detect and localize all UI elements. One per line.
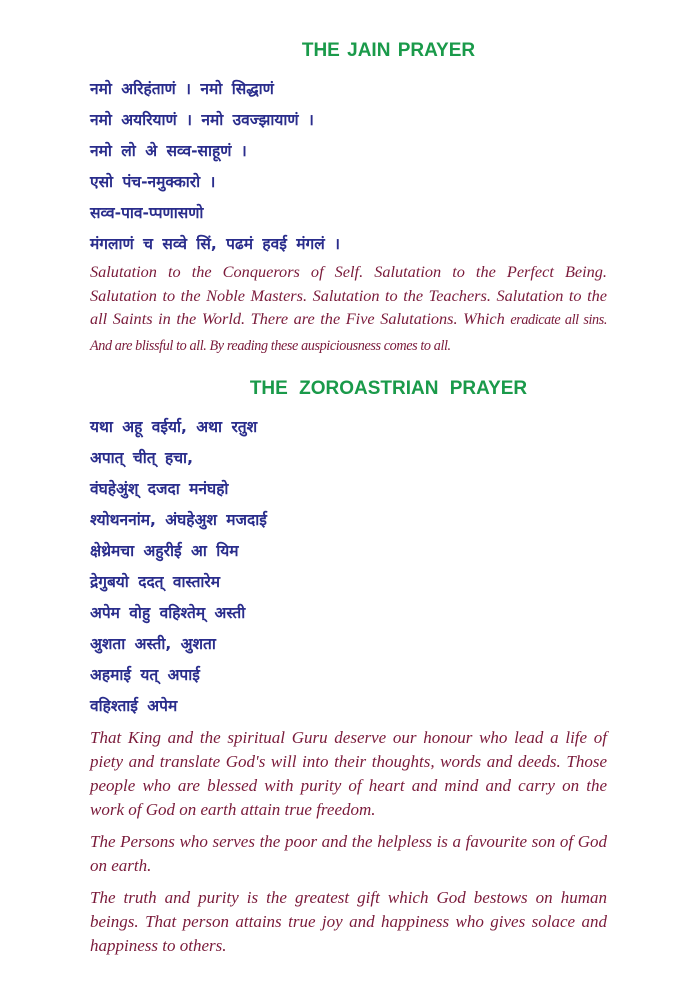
verse-line: मंगलाणं च सव्वे सिं, पढमं हवई मंगलं । [90,235,340,253]
translation-paragraph: The Persons who serves the poor and the helpless is a favourite son of God on earth. [90,832,607,875]
zoroastrian-prayer-verse [90,412,607,722]
translation-paragraph: The truth and purity is the greatest gift which God bestows on human beings. That person attains true joy and happiness who gives solace and happiness to others. [90,888,607,955]
translation-paragraph: That King and the spiritual Guru deserve our honour who lead a life of piety and translate God's will into their thoughts, words and deeds. Those people who are blessed with purity of heart and mind and carry on the work of God on earth attain true freedom. [90,728,607,819]
jain-prayer-title: THE JAIN PRAYER [301,40,476,61]
zoroastrian-prayer-title: THE ZOROASTRIAN PRAYER [249,378,528,399]
verse-line: सव्व-पाव-प्पणासणो [90,204,204,222]
verse-line: नमो लो अे सव्व-साहूणं । [90,142,247,160]
verse-line: नमो अरिहंताणं । नमो सिद्धाणं [90,80,274,98]
verse-line: अपेम वोहु वहिश्तेम् अस्ती [90,604,246,622]
verse-line: अुशता अस्ती, अुशता [90,635,216,653]
verse-line: नमो अयरियाणं । नमो उवज्झायाणं । [90,111,314,129]
verse-line: वंघहेअुंश् दजदा मनंघहो [90,480,229,498]
verse-line: यथा अहू वईर्या, अथा रतुश [90,418,258,436]
zoroastrian-prayer-translation [90,726,607,958]
jain-prayer-translation [90,260,607,358]
jain-translation-tail: eradicate all sins. And are blissful to all. By reading these auspiciousness comes to all. [90,312,607,354]
verse-line: क्षेथ्रेमचा अहुरीई आ यिम [90,542,239,560]
verse-line: श्योथननांम, अंघहेअुश मजदाई [90,511,267,529]
jain-prayer-verse [90,74,607,260]
verse-line: द्रेगुबयो ददत् वास्तारेम [90,573,221,591]
verse-line: अपात् चीत् हचा, [90,449,193,467]
verse-line: वहिश्ताई अपेम [90,697,178,715]
jain-translation-main: Salutation to the Conquerors of Self. Salutation to the Perfect Being. Salutation to the Noble Masters. Salutation to the Teachers. Salutation to the all Saints in the World. There are the Five Salutations. Which [90,262,607,328]
verse-line: एसो पंच-नमुक्कारो । [90,173,216,191]
verse-line: अहमाई यत् अपाई [90,666,200,684]
